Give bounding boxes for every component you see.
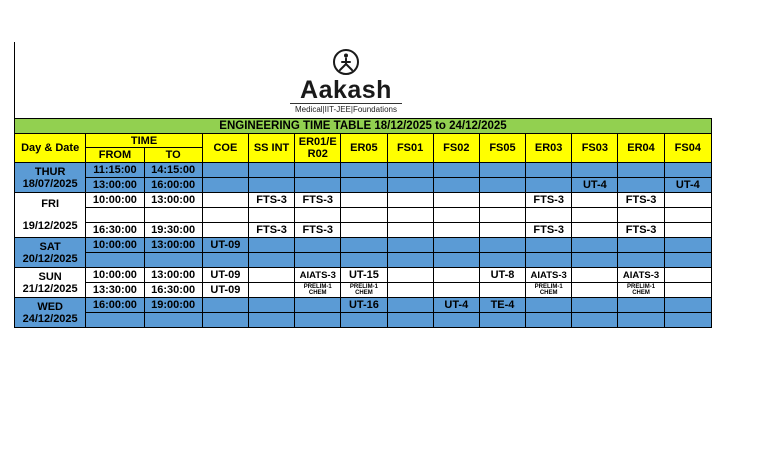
schedule-cell <box>341 223 387 238</box>
schedule-cell <box>387 193 433 208</box>
header-room: SS INT <box>248 134 294 163</box>
schedule-cell <box>387 163 433 178</box>
header-room: COE <box>202 134 248 163</box>
schedule-cell: AIATS-3 <box>526 268 572 283</box>
schedule-cell <box>295 253 341 268</box>
time-from-cell: 11:15:00 <box>86 163 144 178</box>
schedule-cell: UT-8 <box>479 268 525 283</box>
schedule-cell: UT-09 <box>202 238 248 253</box>
schedule-cell <box>433 268 479 283</box>
schedule-cell <box>479 253 525 268</box>
date-label: 24/12/2025 <box>22 312 78 325</box>
schedule-cell: FTS-3 <box>248 193 294 208</box>
schedule-cell <box>572 283 618 298</box>
time-from-cell <box>86 253 144 268</box>
brand-name: Aakash <box>300 76 392 104</box>
schedule-cell: FTS-3 <box>295 193 341 208</box>
schedule-cell <box>433 223 479 238</box>
schedule-cell: UT-15 <box>341 268 387 283</box>
schedule-cell <box>202 313 248 328</box>
schedule-cell <box>526 238 572 253</box>
table-row <box>15 238 712 253</box>
schedule-cell <box>433 163 479 178</box>
schedule-cell <box>341 193 387 208</box>
schedule-cell <box>618 313 664 328</box>
schedule-cell <box>664 238 711 253</box>
schedule-cell <box>433 193 479 208</box>
brand-tagline: Medical|IIT-JEE|Foundations <box>290 103 402 114</box>
schedule-cell <box>202 193 248 208</box>
schedule-cell <box>248 283 294 298</box>
schedule-cell: UT-4 <box>664 178 711 193</box>
schedule-cell <box>341 238 387 253</box>
time-to-cell: 16:00:00 <box>144 178 202 193</box>
schedule-cell <box>248 178 294 193</box>
schedule-cell <box>572 298 618 313</box>
time-from-cell: 10:00:00 <box>86 193 144 208</box>
schedule-cell <box>295 208 341 223</box>
schedule-cell <box>479 163 525 178</box>
schedule-cell <box>618 238 664 253</box>
aakash-logo <box>290 48 402 116</box>
day-date-cell <box>15 193 86 238</box>
schedule-cell <box>202 163 248 178</box>
time-to-cell: 16:30:00 <box>144 283 202 298</box>
schedule-cell <box>572 313 618 328</box>
table-row <box>15 268 712 283</box>
day-date-cell <box>15 238 86 268</box>
day-label: SUN <box>38 270 62 283</box>
header-room: FS05 <box>479 134 525 163</box>
schedule-cell: UT-09 <box>202 268 248 283</box>
schedule-cell <box>664 283 711 298</box>
schedule-cell <box>341 178 387 193</box>
table-row <box>15 283 712 298</box>
schedule-cell <box>248 238 294 253</box>
schedule-cell <box>387 178 433 193</box>
table-row <box>15 193 712 208</box>
schedule-cell <box>387 253 433 268</box>
schedule-cell <box>387 223 433 238</box>
schedule-cell: FTS-3 <box>618 193 664 208</box>
time-from-cell: 10:00:00 <box>86 268 144 283</box>
schedule-cell: AIATS-3 <box>618 268 664 283</box>
header-day-date: Day & Date <box>15 134 86 163</box>
day-date-cell <box>15 268 86 298</box>
schedule-cell <box>341 313 387 328</box>
header-row <box>15 134 712 148</box>
schedule-cell <box>248 253 294 268</box>
header-room: FS03 <box>572 134 618 163</box>
schedule-cell <box>387 208 433 223</box>
schedule-cell: PRELIM-1 CHEM <box>295 283 341 298</box>
schedule-cell <box>664 223 711 238</box>
table-row <box>15 208 712 223</box>
header-room: ER01/E R02 <box>295 134 341 163</box>
schedule-cell <box>572 223 618 238</box>
time-from-cell: 13:00:00 <box>86 178 144 193</box>
date-label: 19/12/2025 <box>22 220 78 232</box>
schedule-cell <box>433 238 479 253</box>
schedule-cell: AIATS-3 <box>295 268 341 283</box>
table-row <box>15 253 712 268</box>
schedule-cell <box>479 238 525 253</box>
table-row <box>15 178 712 193</box>
schedule-cell <box>572 268 618 283</box>
aakash-logo-icon <box>332 48 360 76</box>
schedule-cell: UT-4 <box>572 178 618 193</box>
schedule-cell <box>202 298 248 313</box>
schedule-cell: FTS-3 <box>295 223 341 238</box>
schedule-cell: FTS-3 <box>618 223 664 238</box>
schedule-cell <box>479 193 525 208</box>
schedule-cell <box>248 163 294 178</box>
time-to-cell <box>144 208 202 223</box>
header-room: ER03 <box>526 134 572 163</box>
schedule-cell: UT-16 <box>341 298 387 313</box>
schedule-cell: PRELIM-1 CHEM <box>341 283 387 298</box>
schedule-cell <box>618 208 664 223</box>
schedule-cell: UT-4 <box>433 298 479 313</box>
time-to-cell: 13:00:00 <box>144 193 202 208</box>
schedule-cell <box>664 193 711 208</box>
schedule-cell <box>664 313 711 328</box>
schedule-cell <box>572 193 618 208</box>
schedule-cell <box>526 298 572 313</box>
time-from-cell: 16:30:00 <box>86 223 144 238</box>
schedule-cell <box>479 223 525 238</box>
time-from-cell <box>86 313 144 328</box>
schedule-cell <box>526 208 572 223</box>
schedule-cell <box>387 268 433 283</box>
schedule-cell <box>387 283 433 298</box>
schedule-cell <box>387 298 433 313</box>
left-border-line <box>14 42 15 118</box>
schedule-cell <box>433 253 479 268</box>
schedule-cell <box>341 208 387 223</box>
time-to-cell: 19:00:00 <box>144 298 202 313</box>
time-to-cell: 19:30:00 <box>144 223 202 238</box>
schedule-cell <box>295 178 341 193</box>
schedule-cell <box>248 208 294 223</box>
header-to: TO <box>144 148 202 163</box>
schedule-cell <box>341 253 387 268</box>
schedule-cell <box>479 313 525 328</box>
day-label: FRI <box>41 198 60 210</box>
time-to-cell <box>144 253 202 268</box>
schedule-cell <box>433 178 479 193</box>
schedule-cell <box>295 238 341 253</box>
schedule-cell <box>433 313 479 328</box>
schedule-cell <box>664 253 711 268</box>
schedule-cell <box>387 313 433 328</box>
schedule-cell <box>202 253 248 268</box>
timetable-title: ENGINEERING TIME TABLE 18/12/2025 to 24/12/2025 <box>15 119 712 134</box>
table-row <box>15 313 712 328</box>
time-to-cell: 14:15:00 <box>144 163 202 178</box>
timetable <box>14 118 712 328</box>
date-label: 20/12/2025 <box>22 252 78 265</box>
day-date-cell <box>15 298 86 328</box>
schedule-cell <box>387 238 433 253</box>
schedule-cell: PRELIM-1 CHEM <box>618 283 664 298</box>
title-row <box>15 119 712 134</box>
schedule-cell <box>479 178 525 193</box>
schedule-cell <box>572 208 618 223</box>
schedule-cell: FTS-3 <box>248 223 294 238</box>
time-to-cell: 13:00:00 <box>144 238 202 253</box>
schedule-cell <box>295 163 341 178</box>
time-from-cell: 10:00:00 <box>86 238 144 253</box>
schedule-cell <box>202 223 248 238</box>
header-from: FROM <box>86 148 144 163</box>
header-room: FS01 <box>387 134 433 163</box>
schedule-cell <box>664 163 711 178</box>
schedule-cell <box>295 298 341 313</box>
schedule-cell <box>664 208 711 223</box>
schedule-cell: TE-4 <box>479 298 525 313</box>
schedule-cell <box>618 163 664 178</box>
table-row <box>15 223 712 238</box>
day-label: THUR <box>34 165 66 178</box>
schedule-cell <box>479 283 525 298</box>
schedule-cell <box>572 253 618 268</box>
schedule-cell <box>618 178 664 193</box>
schedule-cell: UT-09 <box>202 283 248 298</box>
schedule-cell: PRELIM-1 CHEM <box>526 283 572 298</box>
schedule-cell <box>202 208 248 223</box>
schedule-cell <box>433 208 479 223</box>
schedule-cell <box>664 268 711 283</box>
schedule-cell <box>526 163 572 178</box>
date-label: 21/12/2025 <box>22 282 78 295</box>
day-label: WED <box>37 300 63 313</box>
table-row <box>15 163 712 178</box>
schedule-cell <box>295 313 341 328</box>
header-room: FS04 <box>664 134 711 163</box>
day-label: SAT <box>39 240 61 253</box>
time-to-cell <box>144 313 202 328</box>
header-time: TIME <box>86 134 202 148</box>
schedule-cell <box>618 253 664 268</box>
schedule-cell <box>572 163 618 178</box>
table-row <box>15 298 712 313</box>
time-to-cell: 13:00:00 <box>144 268 202 283</box>
schedule-cell: FTS-3 <box>526 223 572 238</box>
date-label: 18/07/2025 <box>22 177 78 190</box>
header-room: ER05 <box>341 134 387 163</box>
schedule-cell <box>341 163 387 178</box>
schedule-cell <box>248 298 294 313</box>
schedule-cell <box>526 313 572 328</box>
day-date-cell <box>15 163 86 193</box>
time-from-cell: 16:00:00 <box>86 298 144 313</box>
schedule-cell <box>526 178 572 193</box>
schedule-cell <box>433 283 479 298</box>
time-from-cell <box>86 208 144 223</box>
time-from-cell: 13:30:00 <box>86 283 144 298</box>
schedule-cell <box>572 238 618 253</box>
schedule-cell <box>526 253 572 268</box>
header-room: FS02 <box>433 134 479 163</box>
schedule-cell <box>248 268 294 283</box>
schedule-cell <box>479 208 525 223</box>
schedule-cell <box>618 298 664 313</box>
schedule-cell <box>664 298 711 313</box>
schedule-cell: FTS-3 <box>526 193 572 208</box>
header-room: ER04 <box>618 134 664 163</box>
schedule-cell <box>202 178 248 193</box>
schedule-cell <box>248 313 294 328</box>
